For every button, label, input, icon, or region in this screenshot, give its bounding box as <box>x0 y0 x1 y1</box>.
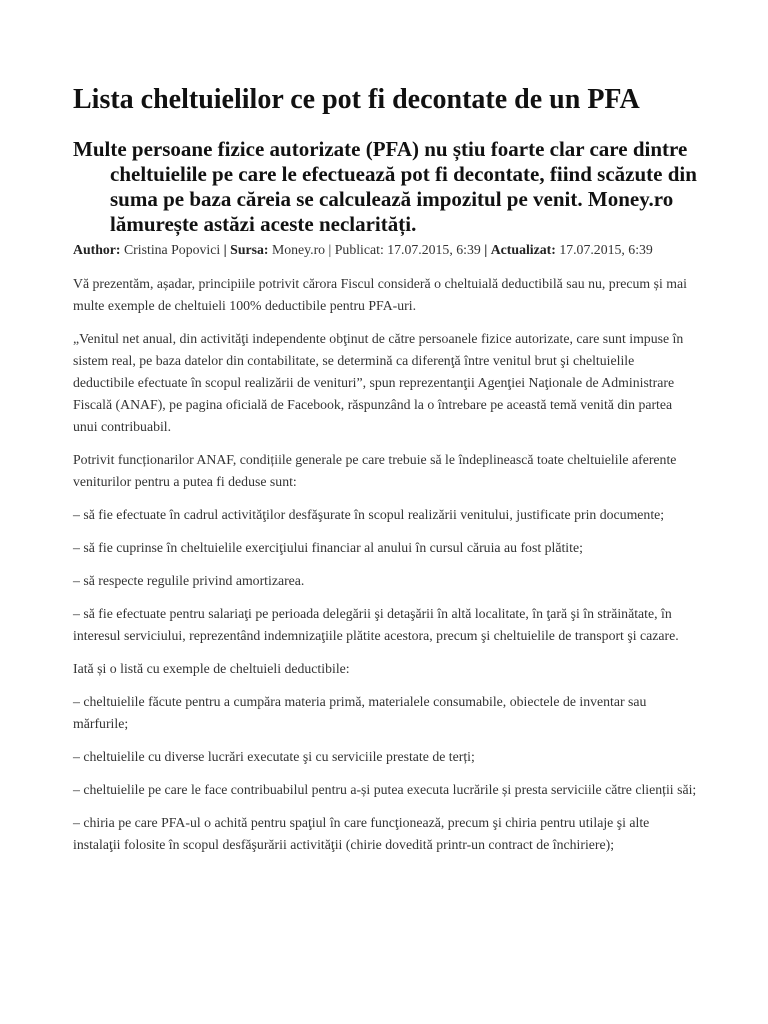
list-item: – cheltuielile cu diverse lucrări executate şi cu serviciile prestate de terți; <box>73 749 475 764</box>
list-item: – să fie cuprinse în cheltuielile exerciţiului financiar al anului în cursul căruia au fost plătite; <box>73 540 583 555</box>
paragraph: Potrivit funcționarilor ANAF, condițiile generale pe care trebuie să le îndeplinească toate cheltuielile aferente veniturilor pentru a putea fi deduse sunt: <box>73 452 677 489</box>
list-item: – să fie efectuate pentru salariaţi pe perioada delegării şi detaşării în altă localitate, în ţară şi în străinătate, în interesul serviciului, reprezentând indemnizaţiile plătite acestora, precum şi cheltuielile de transport şi cazare. <box>73 606 679 643</box>
meta-separator: | <box>484 242 488 257</box>
author-name: Cristina Popovici <box>123 242 221 257</box>
meta-separator: | <box>223 242 227 257</box>
list-item: – chiria pe care PFA-ul o achită pentru spaţiul în care funcţionează, precum şi chiria pentru utilaje şi alte instalaţii folosite în scopul desfăşurării activităţii (chirie dovedită printr-un contract de închiriere); <box>73 815 650 852</box>
paragraph: Vă prezentăm, așadar, principiile potrivit cărora Fiscul consideră o cheltuială deductibilă sau nu, precum și mai multe exemple de cheltuieli 100% deductibile pentru PFA-uri. <box>73 276 687 313</box>
paragraph: Iată și o listă cu exemple de cheltuieli deductibile: <box>73 661 350 676</box>
list-item: – să respecte regulile privind amortizarea. <box>73 573 305 588</box>
paragraph: „Venitul net anual, din activităţi independente obţinut de către persoanele fizice autorizate, care sunt impuse în sistem real, pe baza datelor din contabilitate, se determină ca diferenţă între venitul brut şi cheltuielile deductibile efectuate în scopul realizării de venituri”, spun reprezentanţii Agenţiei Naţionale de Administrare Fiscală (ANAF), pe pagina oficială de Facebook, răspunzând la o întrebare pe această temă venită din partea unui contribuabil. <box>73 331 684 434</box>
source-label: Sursa: <box>230 242 269 257</box>
article-title: Lista cheltuielilor ce pot fi decontate de un PFA <box>73 84 640 115</box>
source-name: Money.ro <box>271 242 326 257</box>
updated-label: Actualizat: <box>490 242 556 257</box>
list-item: – să fie efectuate în cadrul activităţilor desfăşurate în scopul realizării venitului, justificate prin documente; <box>73 507 665 522</box>
article-subtitle: Multe persoane fizice autorizate (PFA) nu știu foarte clar care dintre cheltuielile pe care le efectuează pot fi decontate, fiind scăzute din suma pe baza căreia se calculează impozitul pe venit. Money.ro lămurește astăzi aceste neclarități. <box>73 137 697 236</box>
published-date: Publicat: 17.07.2015, 6:39 <box>334 242 481 257</box>
list-item: – cheltuielile făcute pentru a cumpăra materia primă, materialele consumabile, obiectele de inventar sau mărfurile; <box>73 694 647 731</box>
updated-date: 17.07.2015, 6:39 <box>559 242 653 257</box>
article-meta <box>73 239 698 261</box>
list-item: – cheltuielile pe care le face contribuabilul pentru a-și putea executa lucrările și presta serviciile către clienții săi; <box>73 782 697 797</box>
article-body <box>73 273 698 856</box>
meta-separator: | <box>328 242 332 257</box>
author-label: Author: <box>73 242 121 257</box>
